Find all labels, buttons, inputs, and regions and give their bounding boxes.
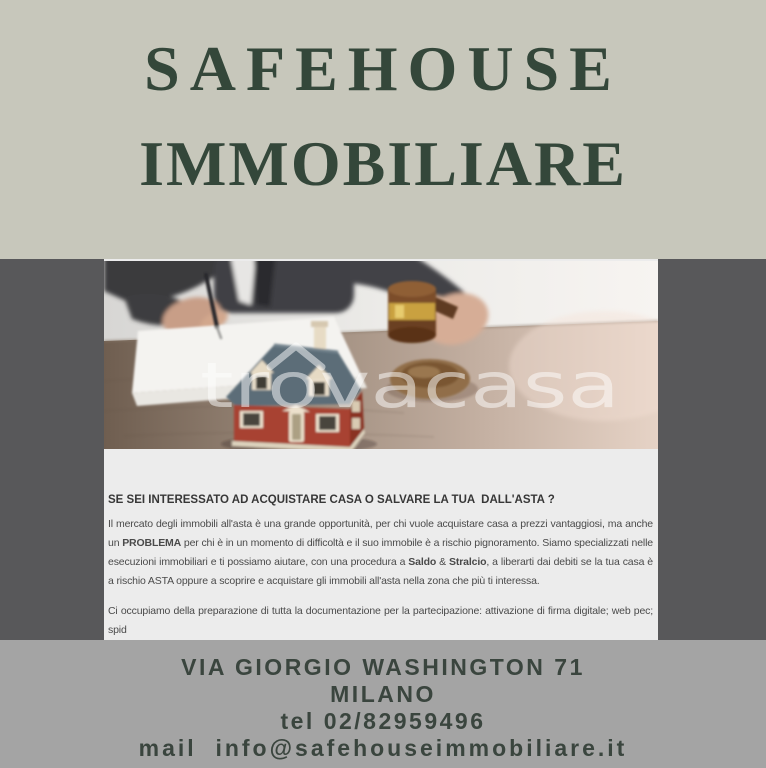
contact-footer	[0, 640, 766, 768]
brand-header	[0, 0, 766, 259]
problema-bold: PROBLEMA	[122, 537, 182, 549]
body-copy	[104, 449, 658, 640]
auction-photo	[104, 261, 658, 449]
paragraph-text: per chi è in un momento di difficoltà e il suo immobile è a rischio pignoramento. Siamo specializzati nelle esecuzioni immobiliari e ti possiamo aiutare, con una procedura a	[108, 537, 653, 568]
brand-line-1: SAFEHOUSE	[144, 33, 622, 104]
trovacasa-watermark	[200, 346, 620, 422]
phone-line: tel 02/82959496	[280, 708, 486, 734]
brand-line-2: IMMOBILIARE	[139, 128, 627, 199]
right-panel	[658, 259, 766, 640]
paragraph-text: &	[436, 556, 450, 568]
intro-heading: SE SEI INTERESSATO AD ACQUISTARE CASA O SALVARE LA TUA DALL'ASTA ?	[108, 494, 555, 506]
address-line: VIA GIORGIO WASHINGTON 71	[181, 654, 585, 680]
intro-paragraph	[108, 515, 653, 591]
city-line: MILANO	[330, 681, 436, 707]
paragraph-text: Il mercato degli immobili all'asta è una grande opportunità, per chi vuole acquistare casa a prezzi vantaggiosi, ma anche un	[108, 518, 653, 549]
left-panel	[0, 259, 104, 640]
content-card	[104, 259, 658, 640]
stralcio-bold: Stralcio	[449, 556, 487, 568]
paragraph-text: , a liberarti dai debiti se la tua casa è a rischio ASTA oppure a scoprire e acquistare gli immobili all'asta nella zona che più ti interessa.	[108, 556, 653, 587]
saldo-bold: Saldo	[408, 556, 437, 568]
watermark-text: trovacasa	[200, 349, 620, 422]
services-paragraph: Ci occupiamo della preparazione di tutta la documentazione per la partecipazione: attivazione di firma digitale; web pec; spid	[108, 605, 653, 636]
email-line: mail info@safehouseimmobiliare.it	[138, 735, 628, 761]
main-band	[0, 259, 766, 640]
